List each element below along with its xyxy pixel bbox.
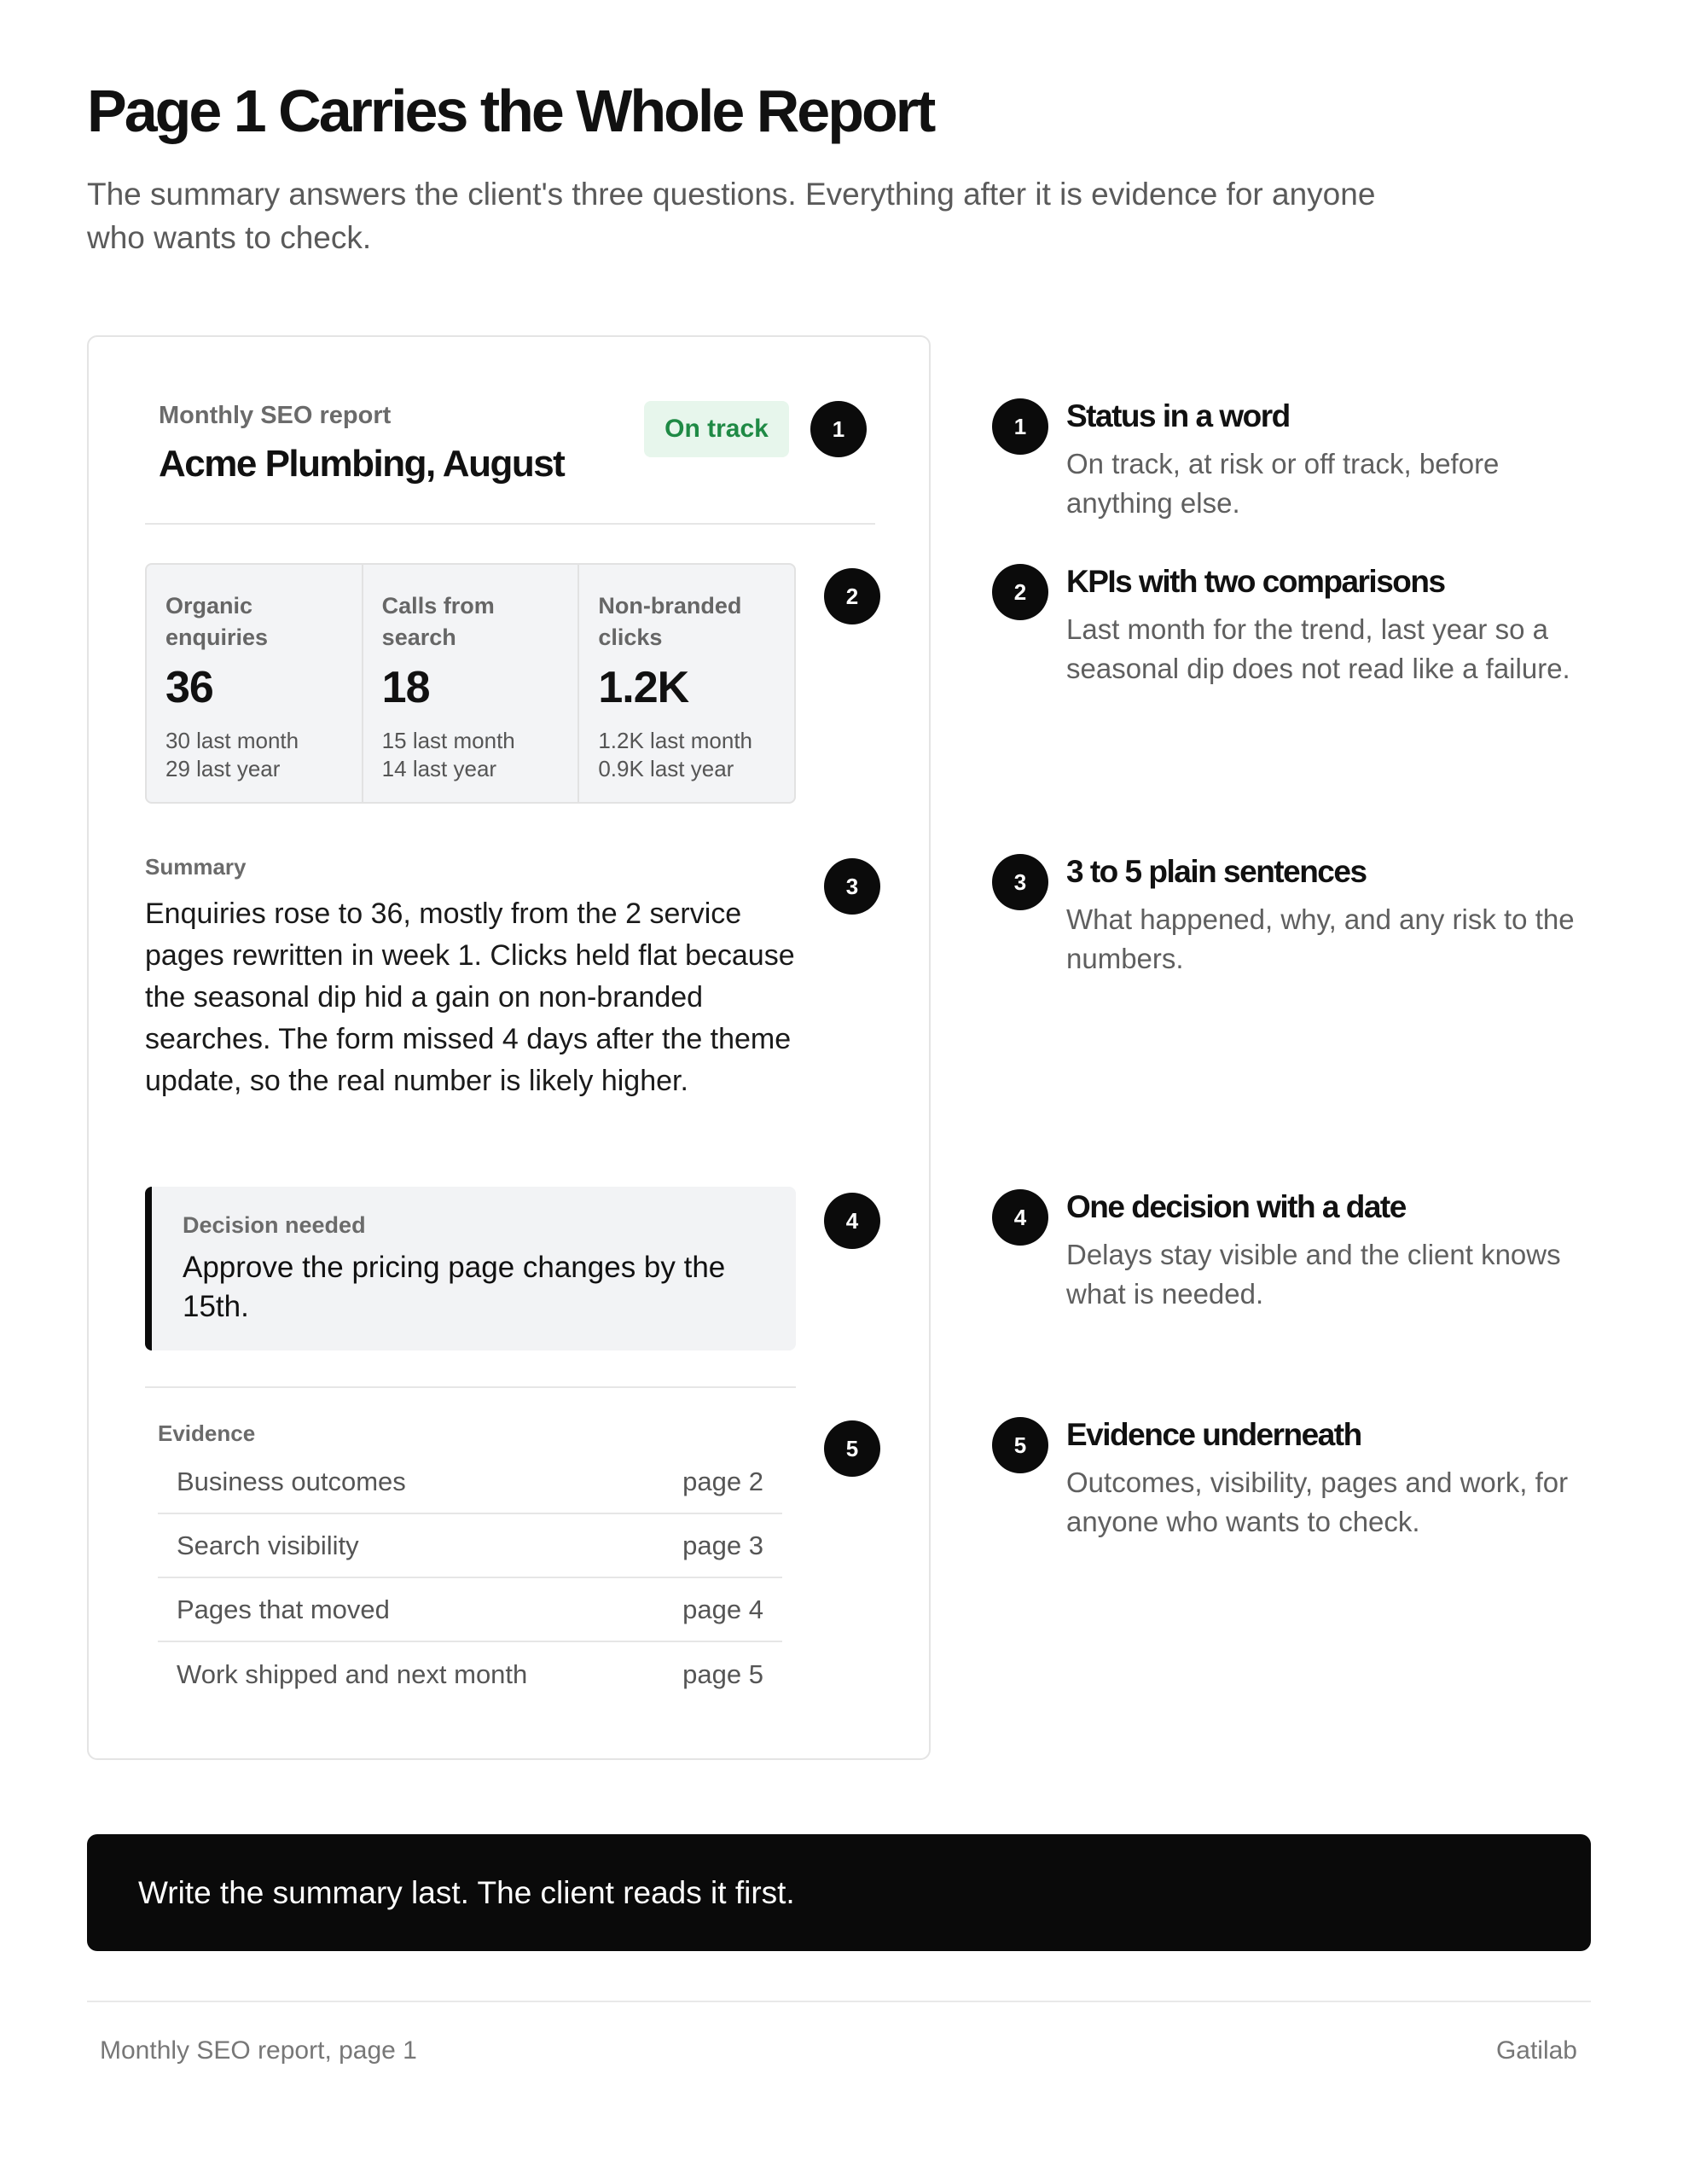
evidence-list [158, 1450, 782, 1706]
annotation-title: 3 to 5 plain sentences [1066, 854, 1367, 889]
report-card [87, 335, 931, 1760]
kpi-last-month: 15 last month [381, 728, 515, 753]
marker-3: 3 [824, 858, 880, 915]
footer-report-label: Monthly SEO report, page 1 [100, 2036, 417, 2065]
marker-5: 5 [824, 1420, 880, 1477]
footer-brand: Gatilab [1495, 2036, 1577, 2065]
evidence-name: Business outcomes [177, 1466, 406, 1496]
evidence-page: page 3 [682, 1530, 763, 1560]
kpi-label: Calls from search [381, 593, 495, 650]
report-title: Acme Plumbing, August [159, 443, 565, 485]
page-subtitle: The summary answers the client's three questions. Everything after it is evidence for anyone who wants to check. [87, 177, 1376, 255]
annotation-desc: Outcomes, visibility, pages and work, for anyone who wants to check. [1066, 1466, 1569, 1537]
evidence-label: Evidence [158, 1420, 256, 1446]
evidence-divider [145, 1386, 796, 1388]
evidence-row[interactable] [158, 1450, 782, 1514]
kpi-last-year: 14 last year [381, 756, 497, 781]
kpi-last-month: 1.2K last month [598, 728, 752, 753]
annotation-desc: On track, at risk or off track, before anything else. [1066, 447, 1500, 519]
annotation-desc: Last month for the trend, last year so a seasonal dip does not read like a failure. [1066, 613, 1570, 684]
annotation-2 [1066, 565, 1612, 688]
evidence-row[interactable] [158, 1642, 782, 1706]
annotation-marker-1: 1 [992, 398, 1048, 455]
kpi-value: 18 [381, 663, 430, 712]
page-title: Page 1 Carries the Whole Report [87, 78, 934, 144]
annotation-title: Evidence underneath [1066, 1417, 1361, 1452]
annotation-marker-3: 3 [992, 854, 1048, 910]
marker-4: 4 [824, 1193, 880, 1249]
annotation-title: KPIs with two comparisons [1066, 564, 1445, 599]
decision-text: Approve the pricing page changes by the 15th. [183, 1251, 726, 1323]
annotation-marker-5: 5 [992, 1417, 1048, 1473]
marker-2: 2 [824, 568, 880, 624]
kpi-value: 1.2K [598, 663, 689, 712]
annotation-5 [1066, 1418, 1612, 1542]
evidence-page: page 5 [682, 1658, 763, 1689]
kpi-value: 36 [165, 663, 213, 712]
kpi-card-calls-from-search [363, 565, 580, 802]
evidence-page: page 2 [682, 1466, 763, 1496]
annotation-title: One decision with a date [1066, 1189, 1406, 1224]
report-eyebrow: Monthly SEO report [159, 402, 392, 429]
evidence-row[interactable] [158, 1578, 782, 1642]
status-badge: On track [644, 401, 789, 457]
kpi-label: Non-branded clicks [598, 593, 742, 650]
evidence-name: Pages that moved [177, 1594, 390, 1624]
footer-divider [87, 2001, 1591, 2002]
annotation-desc: What happened, why, and any risk to the numbers. [1066, 903, 1575, 974]
takeaway-callout: Write the summary last. The client reads it first. [87, 1834, 1591, 1951]
kpi-last-month: 30 last month [165, 728, 299, 753]
marker-1: 1 [810, 401, 867, 457]
annotation-4 [1066, 1190, 1612, 1314]
annotation-title: Status in a word [1066, 398, 1290, 433]
annotation-marker-2: 2 [992, 564, 1048, 620]
evidence-row[interactable] [158, 1514, 782, 1578]
annotation-1 [1066, 399, 1612, 523]
summary-text: Enquiries rose to 36, mostly from the 2 service pages rewritten in week 1. Clicks held flat because the seasonal dip hid a gain on non-branded searches. The form missed 4 days after the theme update, so the real number is likely higher. [145, 897, 795, 1097]
evidence-name: Work shipped and next month [177, 1658, 528, 1689]
kpi-last-year: 29 last year [165, 756, 281, 781]
annotation-desc: Delays stay visible and the client knows what is needed. [1066, 1238, 1561, 1310]
decision-label: Decision needed [183, 1212, 366, 1238]
header-divider [145, 523, 875, 525]
evidence-name: Search visibility [177, 1530, 359, 1560]
kpi-label: Organic enquiries [165, 593, 269, 650]
decision-box [145, 1187, 796, 1350]
annotation-3 [1066, 855, 1612, 979]
kpi-card-organic-enquiries [147, 565, 363, 802]
kpi-card-non-branded-clicks [579, 565, 794, 802]
kpi-last-year: 0.9K last year [598, 756, 734, 781]
annotation-marker-4: 4 [992, 1189, 1048, 1246]
evidence-page: page 4 [682, 1594, 763, 1624]
summary-label: Summary [145, 854, 247, 880]
kpi-grid [145, 563, 796, 804]
